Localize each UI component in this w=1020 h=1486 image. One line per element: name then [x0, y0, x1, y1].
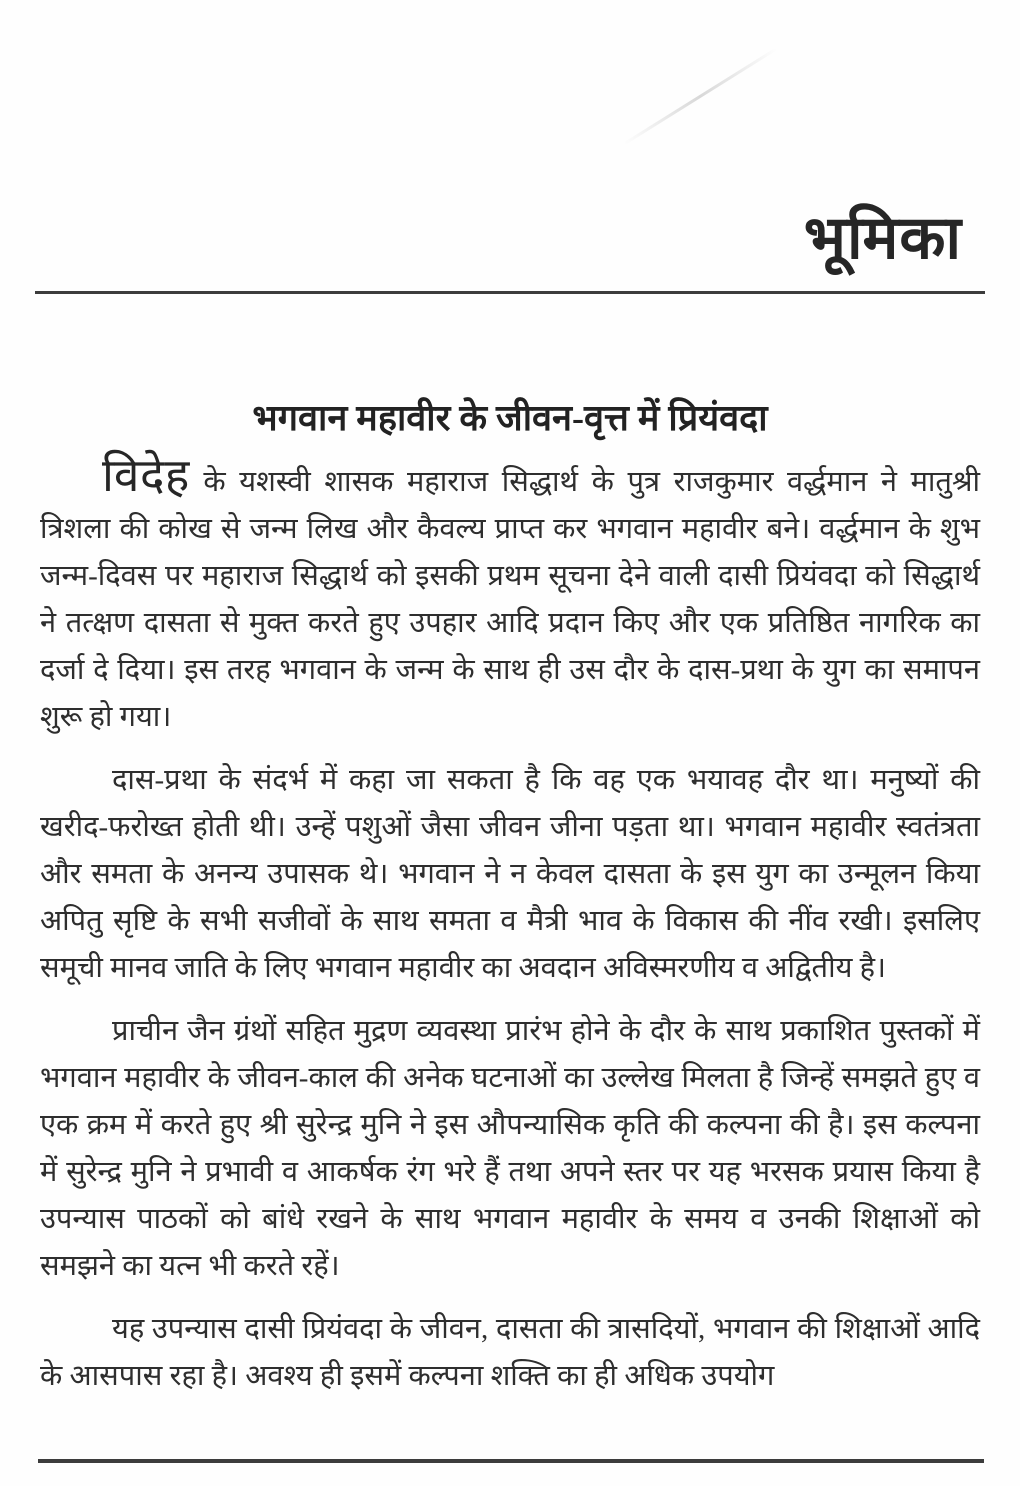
- page-bottom-rule: [38, 1459, 984, 1463]
- paragraph-1-lead-word: विदेह: [102, 450, 190, 501]
- title-divider-rule: [35, 291, 985, 294]
- paragraph-4: यह उपन्यास दासी प्रियंवदा के जीवन, दासता की त्रासदियों, भगवान की शिक्षाओं आदि के आसपास रहा है। अवश्य ही इसमें कल्पना शक्ति का ही अधिक उपयोग: [40, 1313, 980, 1392]
- paragraph-1-text: के यशस्वी शासक महाराज सिद्धार्थ के पुत्र राजकुमार वर्द्धमान ने मातुश्री त्रिशला की कोख से जन्म लिख और कैवल्य प्राप्त कर भगवान महावीर बने। वर्द्धमान के शुभ जन्म-दिवस पर महाराज सिद्धार्थ को इसकी प्रथम सूचना देने वाली दासी प्रियंवदा को सिद्धार्थ ने तत्क्षण दासता से मुक्त करते हुए उपहार आदि प्रदान किए और एक प्रतिष्ठित नागरिक का दर्जा दे दिया। इस तरह भगवान के जन्म के साथ ही उस दौर के दास-प्रथा के युग का समापन शुरू हो गया।: [40, 466, 980, 733]
- section-heading: भगवान महावीर के जीवन-वृत्त में प्रियंवदा: [252, 398, 768, 438]
- paragraph-1: [40, 452, 980, 741]
- paragraph-2: दास-प्रथा के संदर्भ में कहा जा सकता है कि वह एक भयावह दौर था। मनुष्यों की खरीद-फरोख्त होती थी। उन्हें पशुओं जैसा जीवन जीना पड़ता था। भगवान महावीर स्वतंत्रता और समता के अनन्य उपासक थे। भगवान ने न केवल दासता के इस युग का उन्मूलन किया अपितु सृष्टि के सभी सजीवों के साथ समता व मैत्री भाव के विकास की नींव रखी। इसलिए समूची मानव जाति के लिए भगवान महावीर का अवदान अविस्मरणीय व अद्वितीय है।: [40, 764, 980, 984]
- paragraph-3: प्राचीन जैन ग्रंथों सहित मुद्रण व्यवस्था प्रारंभ होने के दौर के साथ प्रकाशित पुस्तकों में भगवान महावीर के जीवन-काल की अनेक घटनाओं का उल्लेख मिलता है जिन्हें समझते हुए व एक क्रम में करते हुए श्री सुरेन्द्र मुनि ने इस औपन्यासिक कृति की कल्पना की है। इस कल्पना में सुरेन्द्र मुनि ने प्रभावी व आकर्षक रंग भरे हैं तथा अपने स्तर पर यह भरसक प्रयास किया है उपन्यास पाठकों को बांधे रखने के साथ भगवान महावीर के समय व उनकी शिक्षाओं को समझने का यत्न भी करते रहें।: [40, 1015, 980, 1282]
- scan-smudge-artifact: [623, 48, 777, 146]
- chapter-title: भूमिका: [803, 205, 962, 271]
- body-text-block: [40, 452, 980, 1416]
